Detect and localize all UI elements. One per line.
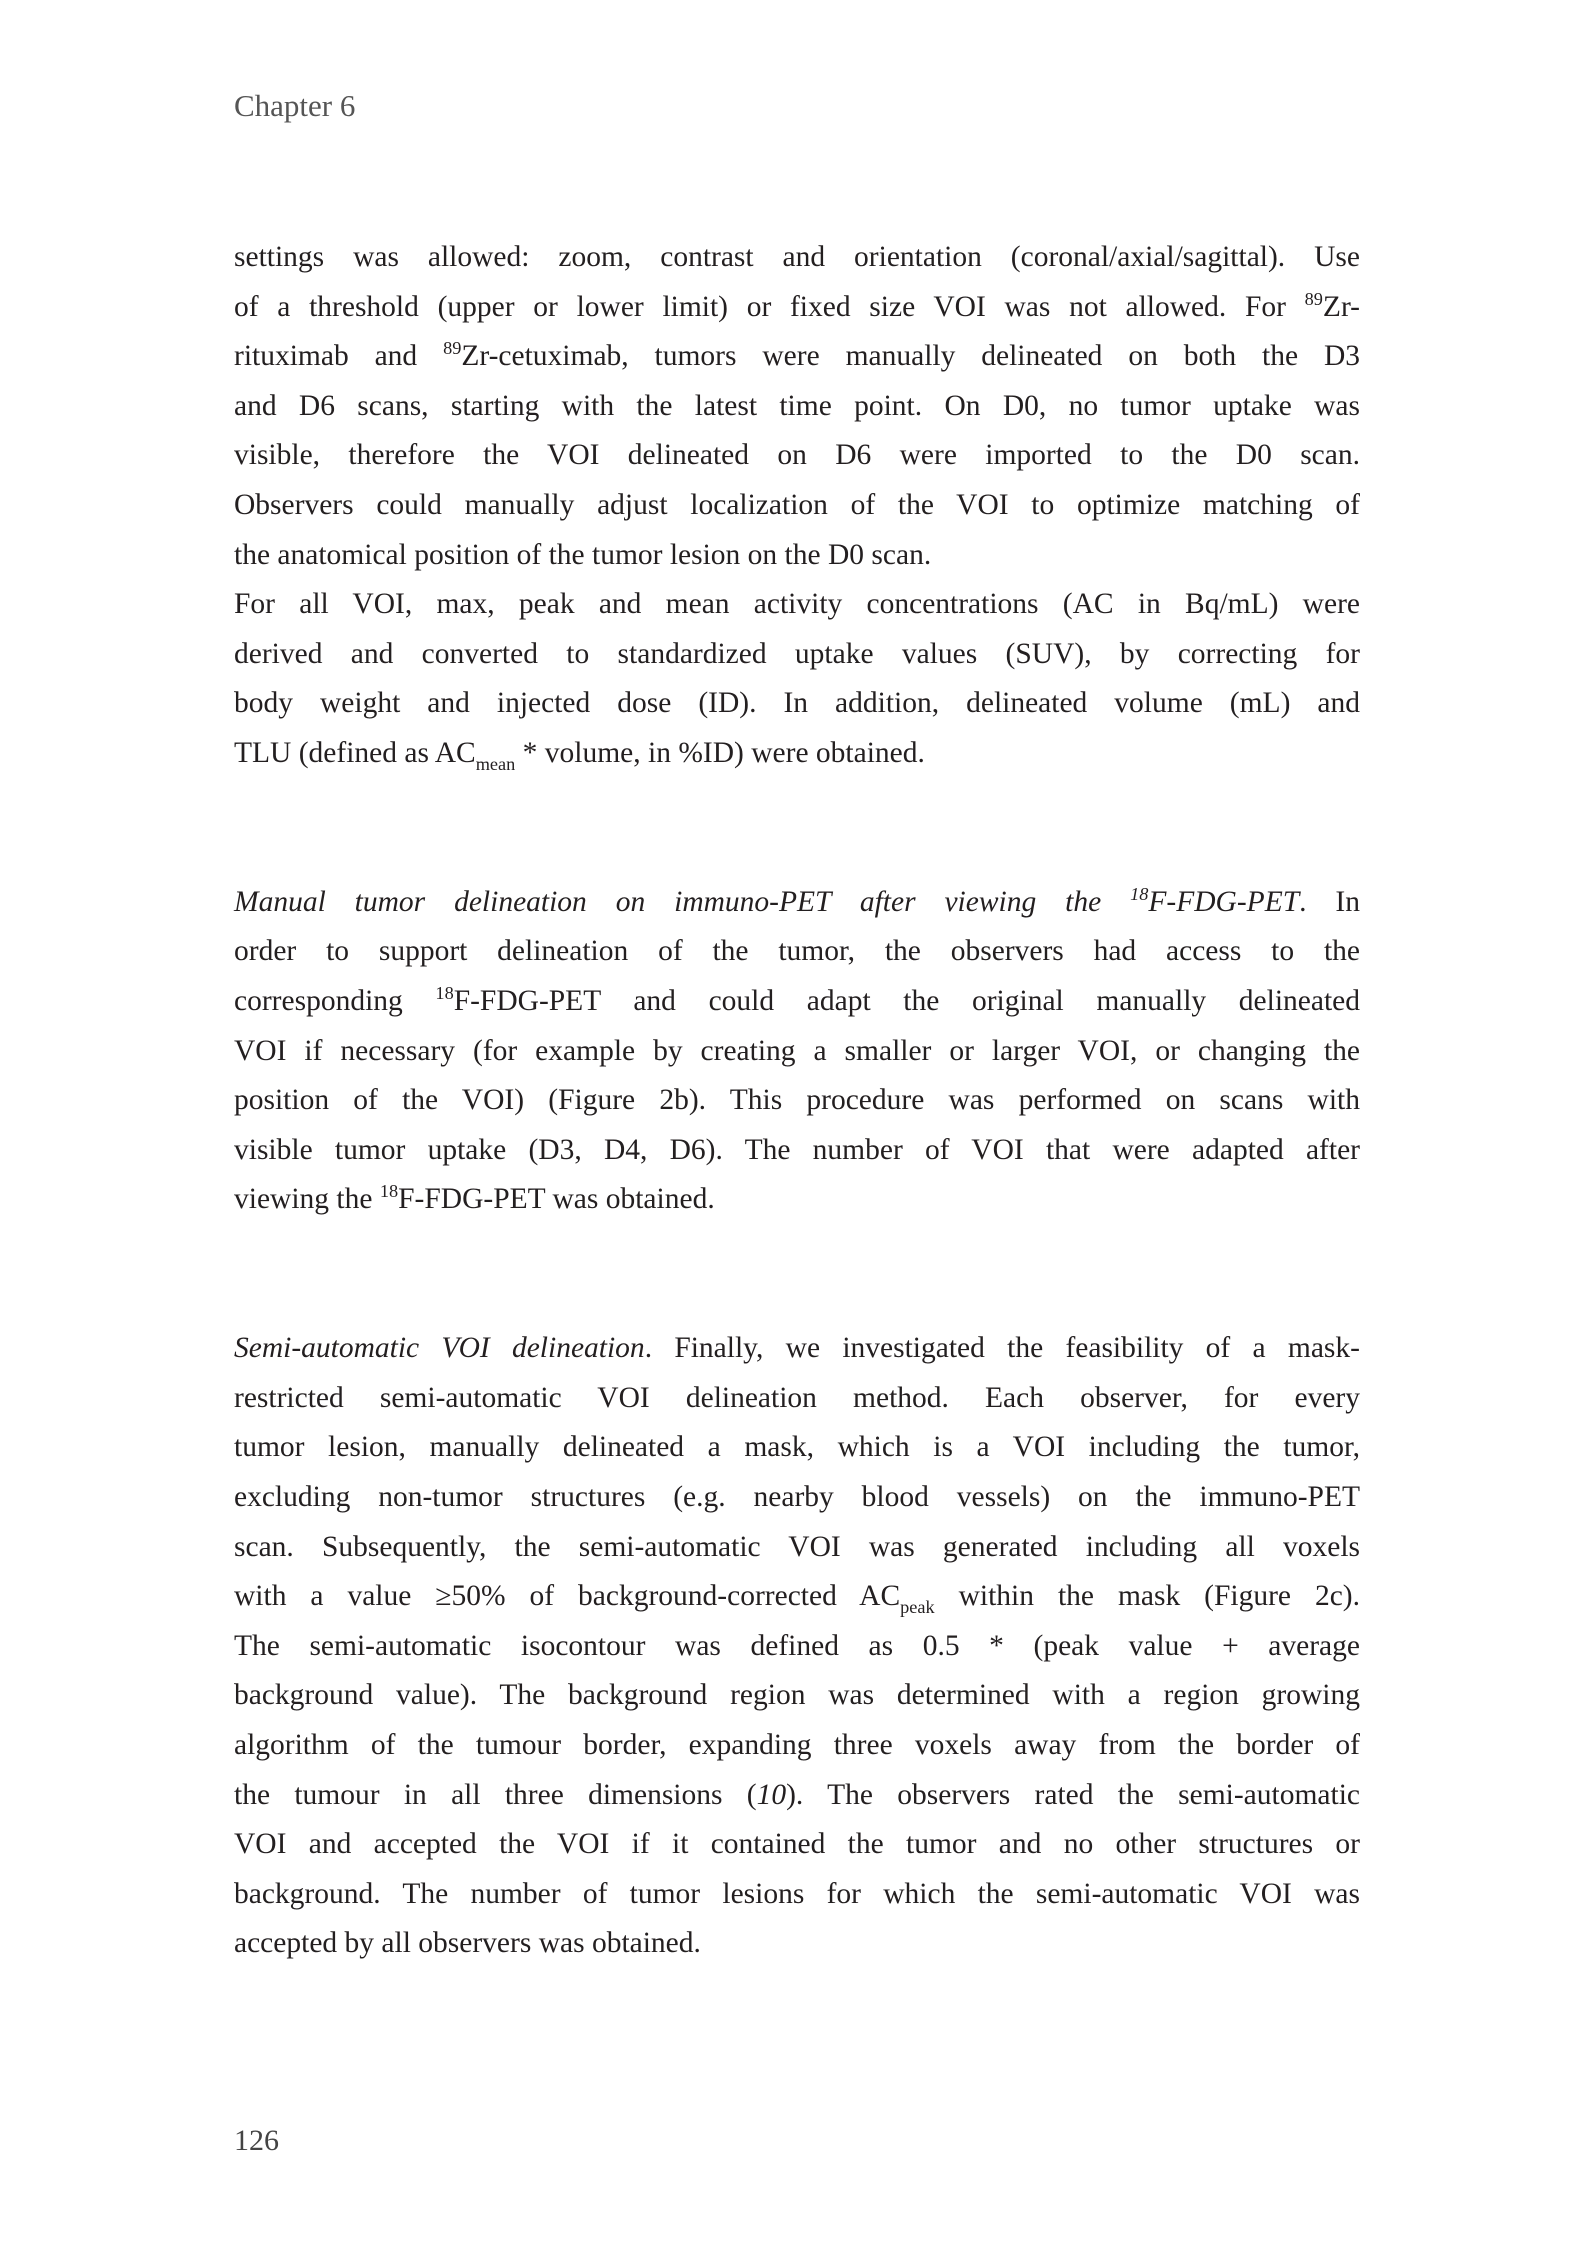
italic-text: Manual tumor delineation on immuno-PET after viewing the: [234, 885, 1131, 918]
subscript: mean: [475, 754, 516, 775]
text-line: [234, 1572, 1360, 1622]
text-segment: F-FDG-PET and could adapt the original manually delineated: [453, 985, 1361, 1017]
text-segment: with a value ≥50% of background-corrected AC: [234, 1580, 901, 1613]
text-segment: the tumour in all three dimensions (: [234, 1778, 757, 1811]
text-segment: tumor lesion, manually delineated a mask, which is a VOI including the tumor,: [234, 1431, 1360, 1464]
text-line: [234, 1473, 1360, 1523]
text-line: [234, 1622, 1360, 1672]
text-segment: The semi-automatic isocontour was defined as 0.5 * (peak value + average: [234, 1629, 1360, 1662]
italic-text: Semi-automatic VOI delineation: [234, 1332, 645, 1365]
text-segment: order to support delineation of the tumor, the observers had access to the: [234, 935, 1360, 968]
text-line: [234, 481, 1360, 531]
text-line: [234, 927, 1360, 977]
text-segment: within the mask (Figure 2c).: [934, 1580, 1361, 1613]
italic-text: 10: [756, 1778, 787, 1811]
text-line: [234, 1175, 1360, 1225]
text-segment: position of the VOI) (Figure 2b). This procedure was performed on scans with: [234, 1084, 1360, 1117]
text-line: [234, 729, 1360, 779]
text-segment: and D6 scans, starting with the latest time point. On D0, no tumor uptake was: [234, 389, 1360, 422]
text-segment: settings was allowed: zoom, contrast and orientation (coronal/axial/sagittal). Use: [234, 241, 1360, 273]
text-line: [234, 1423, 1360, 1473]
text-segment: Zr-cetuximab, tumors were manually delineated on both the D3: [461, 340, 1361, 373]
text-segment: restricted semi-automatic VOI delineation method. Each observer, for every: [234, 1381, 1360, 1414]
text-line: [234, 1523, 1360, 1573]
superscript: 89: [443, 338, 462, 359]
text-line: [234, 1721, 1360, 1771]
text-line: [234, 630, 1360, 680]
text-line: [234, 679, 1360, 729]
text-segment: accepted by all observers was obtained.: [234, 1927, 701, 1960]
text-line: [234, 382, 1360, 432]
text-segment: background value). The background region was determined with a region growing: [234, 1679, 1360, 1712]
text-line: [234, 1771, 1360, 1821]
superscript: 18: [1130, 883, 1149, 904]
text-segment: excluding non-tumor structures (e.g. nearby blood vessels) on the immuno-PET: [234, 1481, 1360, 1513]
superscript: 18: [379, 1181, 399, 1202]
italic-text: F-FDG-PET: [1148, 885, 1300, 918]
text-segment: ). The observers rated the semi-automatic: [786, 1778, 1360, 1811]
text-line: [234, 1027, 1360, 1077]
text-segment: visible tumor uptake (D3, D4, D6). The number of VOI that were adapted after: [234, 1133, 1360, 1166]
text-segment: . Finally, we investigated the feasibility of a mask-: [644, 1332, 1360, 1365]
text-segment: For all VOI, max, peak and mean activity concentrations (AC in Bq/mL) were: [234, 588, 1360, 621]
text-segment: scan. Subsequently, the semi-automatic VOI was generated including all voxels: [234, 1530, 1360, 1563]
text-segment: VOI and accepted the VOI if it contained the tumor and no other structures or: [234, 1828, 1360, 1861]
text-line: [234, 977, 1360, 1027]
text-segment: corresponding: [234, 985, 436, 1017]
page-number: 126: [234, 2124, 279, 2157]
text-segment: F-FDG-PET was obtained.: [398, 1183, 715, 1216]
text-segment: body weight and injected dose (ID). In addition, delineated volume (mL) and: [234, 687, 1360, 720]
text-line: [234, 1324, 1360, 1374]
text-segment: viewing the: [234, 1183, 380, 1216]
text-segment: derived and converted to standardized uptake values (SUV), by correcting for: [234, 637, 1360, 670]
text-segment: Observers could manually adjust localization of the VOI to optimize matching of: [234, 489, 1360, 521]
running-header: Chapter 6: [234, 88, 356, 123]
text-line: [234, 431, 1360, 481]
text-segment: . In: [1299, 885, 1360, 918]
text-segment: algorithm of the tumour border, expanding three voxels away from the border of: [234, 1729, 1360, 1761]
text-segment: the anatomical position of the tumor lesion on the D0 scan.: [234, 538, 932, 571]
text-segment: Zr-: [1322, 290, 1360, 323]
text-segment: of a threshold (upper or lower limit) or fixed size VOI was not allowed. For: [234, 290, 1305, 323]
text-line: [234, 1671, 1360, 1721]
text-line: [234, 1870, 1360, 1920]
text-segment: TLU (defined as AC: [234, 737, 476, 769]
superscript: 18: [435, 983, 454, 1004]
text-segment: VOI if necessary (for example by creating a smaller or larger VOI, or changing the: [234, 1034, 1360, 1067]
text-line: [234, 283, 1360, 333]
text-segment: rituximab and: [234, 340, 444, 373]
text-line: [234, 1919, 1360, 1969]
text-line: [234, 1126, 1360, 1176]
text-line: [234, 531, 1360, 581]
subscript: peak: [900, 1597, 935, 1618]
text-line: [234, 878, 1360, 928]
text-segment: * volume, in %ID) were obtained.: [515, 737, 925, 769]
text-line: [234, 1076, 1360, 1126]
text-line: [234, 1820, 1360, 1870]
text-line: [234, 332, 1360, 382]
text-line: [234, 580, 1360, 630]
superscript: 89: [1304, 288, 1323, 309]
text-line: [234, 233, 1360, 283]
text-segment: background. The number of tumor lesions for which the semi-automatic VOI was: [234, 1877, 1360, 1910]
text-line: [234, 1374, 1360, 1424]
text-segment: visible, therefore the VOI delineated on D6 were imported to the D0 scan.: [234, 439, 1360, 472]
